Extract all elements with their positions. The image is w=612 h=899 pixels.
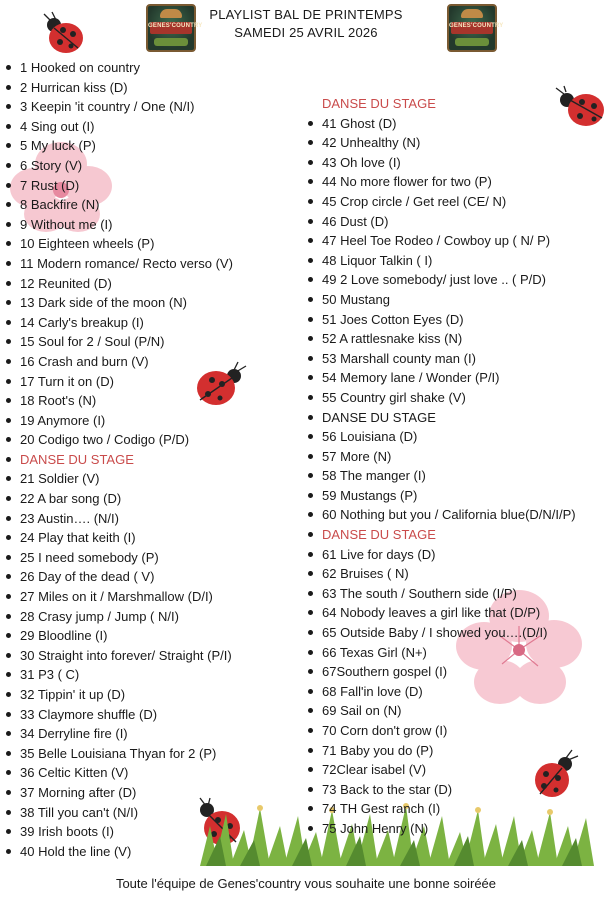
playlist-item: 15 Soul for 2 / Soul (P/N): [6, 332, 233, 352]
playlist-item: 2 Hurrican kiss (D): [6, 78, 233, 98]
playlist-item: 67Southern gospel (I): [308, 662, 576, 682]
playlist-item: 7 Rust (D): [6, 176, 233, 196]
playlist-item: 47 Heel Toe Rodeo / Cowboy up ( N/ P): [308, 231, 576, 251]
playlist-item: 6 Story (V): [6, 156, 233, 176]
playlist-item: 40 Hold the line (V): [6, 842, 233, 862]
playlist-item: 29 Bloodline (I): [6, 626, 233, 646]
playlist-item: 12 Reunited (D): [6, 274, 233, 294]
stage-heading: DANSE DU STAGE: [322, 96, 436, 111]
playlist-left-column: [6, 58, 233, 861]
playlist-item: 8 Backfire (N): [6, 195, 233, 215]
playlist-item: 21 Soldier (V): [6, 469, 233, 489]
playlist-item: 69 Sail on (N): [308, 701, 576, 721]
playlist-item: 13 Dark side of the moon (N): [6, 293, 233, 313]
playlist-item: 27 Miles on it / Marshmallow (D/I): [6, 587, 233, 607]
playlist-item: 32 Tippin' it up (D): [6, 685, 233, 705]
playlist-item: 75 John Henry (N): [308, 819, 576, 839]
playlist-item: 35 Belle Louisiana Thyan for 2 (P): [6, 744, 233, 764]
playlist-item: 59 Mustangs (P): [308, 486, 576, 506]
playlist-item: 37 Morning after (D): [6, 783, 233, 803]
playlist-item: 41 Ghost (D): [308, 114, 576, 134]
playlist-item: 64 Nobody leaves a girl like that (D/P): [308, 603, 576, 623]
playlist-item: 44 No more flower for two (P): [308, 172, 576, 192]
playlist-item: 23 Austin…. (N/I): [6, 509, 233, 529]
playlist-item: 25 I need somebody (P): [6, 548, 233, 568]
playlist-item: 50 Mustang: [308, 290, 576, 310]
stage-heading: DANSE DU STAGE: [308, 525, 576, 545]
playlist-item: 63 The south / Southern side (I/P): [308, 584, 576, 604]
playlist-item: 51 Joes Cotton Eyes (D): [308, 310, 576, 330]
playlist-item: 14 Carly's breakup (I): [6, 313, 233, 333]
playlist-item: DANSE DU STAGE: [308, 408, 576, 428]
playlist-item: 26 Day of the dead ( V): [6, 567, 233, 587]
playlist-item: 66 Texas Girl (N+): [308, 643, 576, 663]
playlist-item: 20 Codigo two / Codigo (P/D): [6, 430, 233, 450]
playlist-item: 45 Crop circle / Get reel (CE/ N): [308, 192, 576, 212]
playlist-item: 4 Sing out (I): [6, 117, 233, 137]
playlist-right-column: [308, 94, 576, 839]
playlist-item: 55 Country girl shake (V): [308, 388, 576, 408]
playlist-item: 60 Nothing but you / California blue(D/N/I/P): [308, 505, 576, 525]
playlist-item: 71 Baby you do (P): [308, 741, 576, 761]
event-date: SAMEDI 25 AVRIL 2026: [234, 25, 378, 40]
playlist-item: 19 Anymore (I): [6, 411, 233, 431]
playlist-item: 65 Outside Baby / I showed you….(D/I): [308, 623, 576, 643]
playlist-item: 61 Live for days (D): [308, 545, 576, 565]
playlist-item: 56 Louisiana (D): [308, 427, 576, 447]
playlist-item: 34 Derryline fire (I): [6, 724, 233, 744]
footer-message: Toute l'équipe de Genes'country vous souhaite une bonne soirééе: [115, 876, 497, 891]
playlist-item: 46 Dust (D): [308, 212, 576, 232]
playlist-item: 58 The manger (I): [308, 466, 576, 486]
stage-heading: DANSE DU STAGE: [6, 450, 233, 470]
playlist-item: 70 Corn don't grow (I): [308, 721, 576, 741]
playlist-item: 52 A rattlesnake kiss (N): [308, 329, 576, 349]
playlist-item: 36 Celtic Kitten (V): [6, 763, 233, 783]
playlist-item: 38 Till you can't (N/I): [6, 803, 233, 823]
page-title: PLAYLIST BAL DE PRINTEMPS: [209, 7, 403, 22]
playlist-item: 74 TH Gest ranch (I): [308, 799, 576, 819]
logo-text: GENES'COUNTRY: [449, 23, 504, 29]
playlist-item: 28 Crasy jump / Jump ( N/I): [6, 607, 233, 627]
playlist-item: 43 Oh love (I): [308, 153, 576, 173]
playlist-item: 17 Turn it on (D): [6, 372, 233, 392]
playlist-item: 3 Keepin 'it country / One (N/I): [6, 97, 233, 117]
page-header: [0, 6, 612, 42]
playlist-item: 10 Eighteen wheels (P): [6, 234, 233, 254]
playlist-item: 49 2 Love somebody/ just love .. ( P/D): [308, 270, 576, 290]
playlist-item: 1 Hooked on country: [6, 58, 233, 78]
playlist-item: 11 Modern romance/ Recto verso (V): [6, 254, 233, 274]
playlist-item: 39 Irish boots (I): [6, 822, 233, 842]
playlist-item: 24 Play that keith (I): [6, 528, 233, 548]
playlist-item: 53 Marshall county man (I): [308, 349, 576, 369]
playlist-item: 22 A bar song (D): [6, 489, 233, 509]
playlist-item: 42 Unhealthy (N): [308, 133, 576, 153]
logo-text: GENES'COUNTRY: [148, 23, 203, 29]
playlist-item: 72Clear isabel (V): [308, 760, 576, 780]
playlist-item: 16 Crash and burn (V): [6, 352, 233, 372]
playlist-item: 5 My luck (P): [6, 136, 233, 156]
playlist-item: 30 Straight into forever/ Straight (P/I): [6, 646, 233, 666]
playlist-item: 31 P3 ( C): [6, 665, 233, 685]
playlist-item: 18 Root's (N): [6, 391, 233, 411]
playlist-item: 57 More (N): [308, 447, 576, 467]
ladybug-icon: [38, 12, 88, 56]
playlist-item: 33 Claymore shuffle (D): [6, 705, 233, 725]
playlist-item: 73 Back to the star (D): [308, 780, 576, 800]
playlist-item: 9 Without me (I): [6, 215, 233, 235]
playlist-item: 54 Memory lane / Wonder (P/I): [308, 368, 576, 388]
playlist-item: 48 Liquor Talkin ( I): [308, 251, 576, 271]
playlist-item: 68 Fall'in love (D): [308, 682, 576, 702]
playlist-item: 62 Bruises ( N): [308, 564, 576, 584]
